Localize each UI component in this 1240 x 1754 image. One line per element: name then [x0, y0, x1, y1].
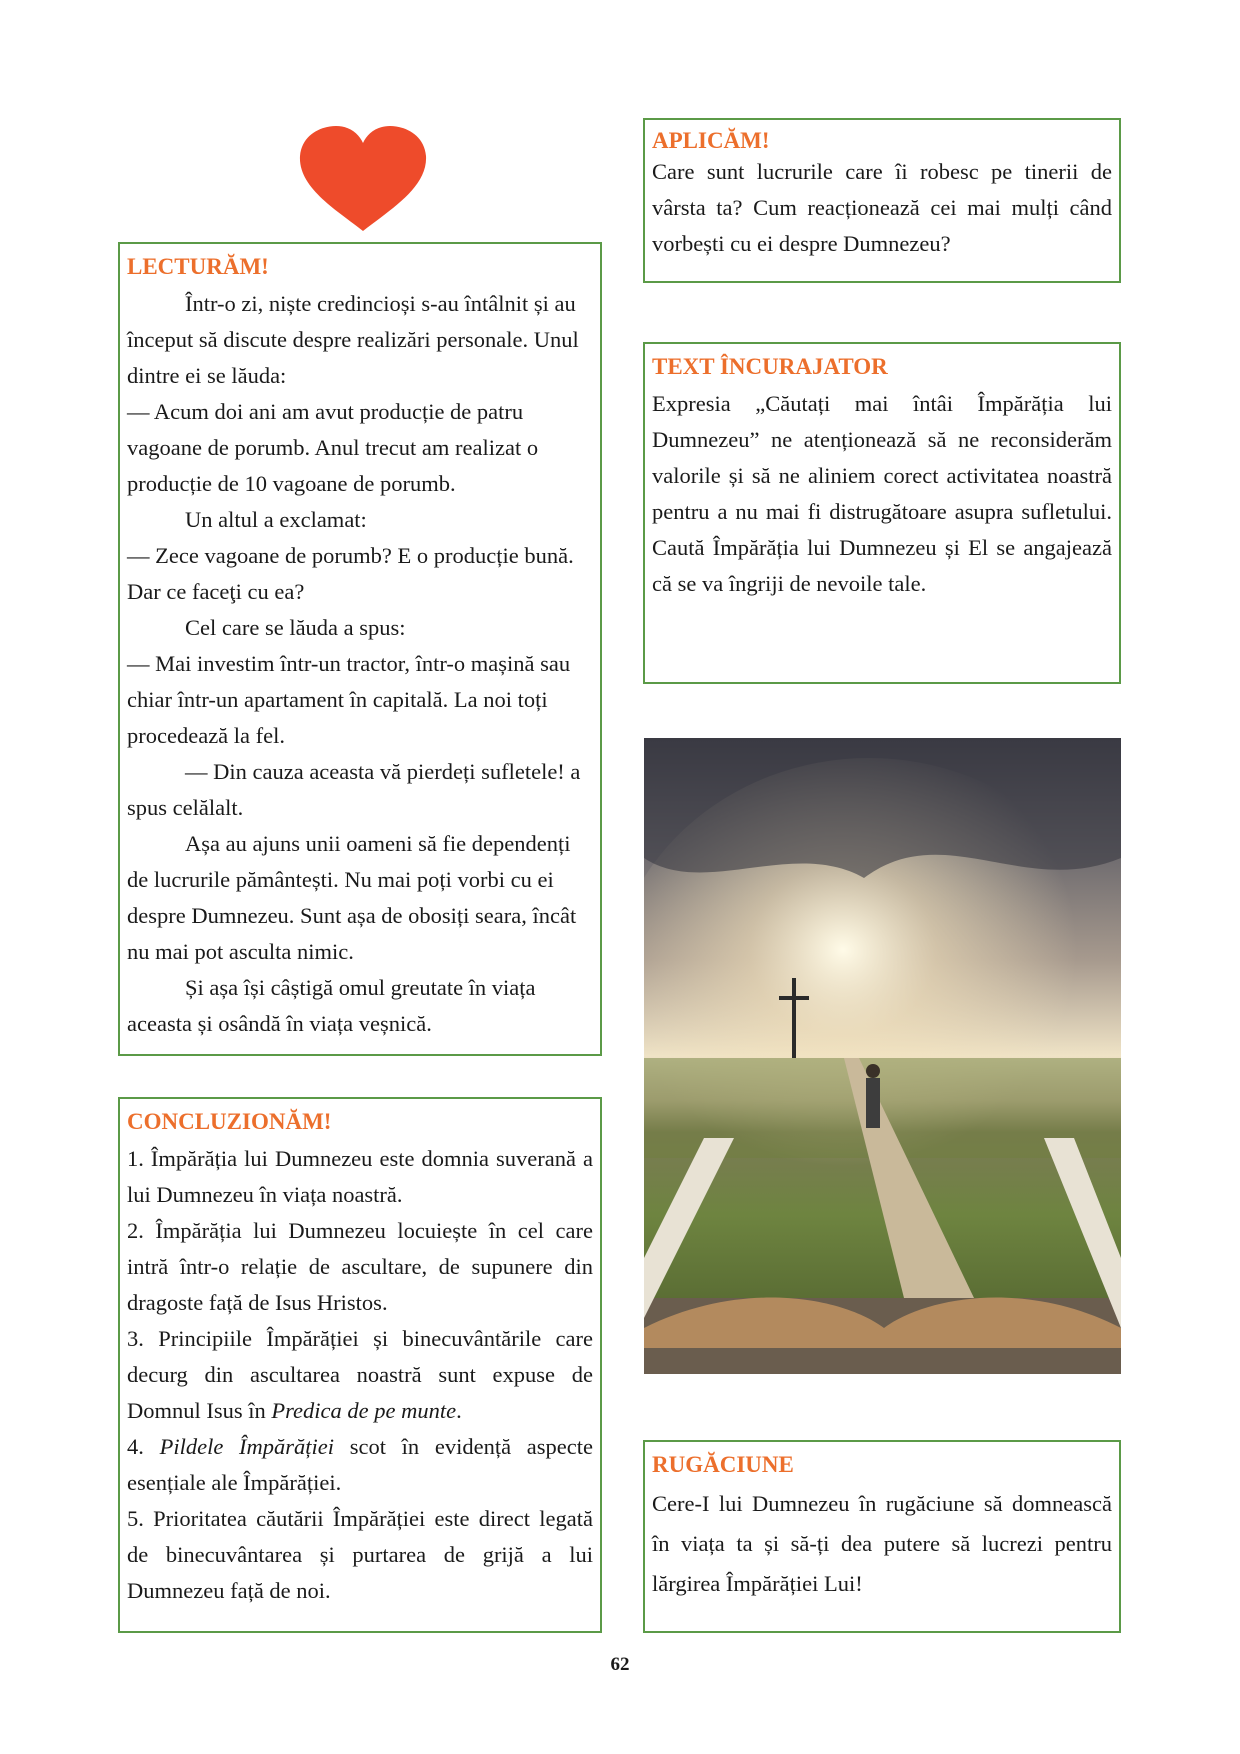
aplicam-box	[643, 118, 1121, 283]
lecturam-heading: LECTURĂM!	[127, 254, 269, 279]
rugaciune-body	[652, 1484, 1112, 1604]
rugaciune-text: Cere-I lui Dumnezeu în rugăciune să domnească în viața ta și să-ți dea putere să lucrezi pentru lărgirea Împărăției Lui!	[652, 1491, 1112, 1596]
conclusions-list	[127, 1141, 593, 1609]
conclusion-item: 5. Prioritatea căutării Împărăției este direct legată de binecuvântarea și purtarea de grijă a lui Dumnezeu față de noi.	[127, 1506, 593, 1603]
story-paragraph: — Din cauza aceasta vă pierdeți sufletele! a spus celălalt.	[127, 759, 581, 820]
story-paragraph: Într-o zi, niște credincioși s-au întâlnit și au început să discute despre realizări personale. Unul dintre ei se lăuda:	[127, 291, 579, 388]
conclusion-text: 3. Principiile Împărăției și binecuvântările care decurg din ascultarea noastră sunt expuse de Domnul Isus în	[127, 1326, 593, 1423]
story-paragraph: Un altul a exclamat:	[185, 507, 367, 532]
conclusion-item: 1. Împărăția lui Dumnezeu este domnia suverană a lui Dumnezeu în viața noastră.	[127, 1146, 593, 1207]
story-paragraph: Așa au ajuns unii oameni să fie dependenți de lucrurile pământești. Nu mai poți vorbi cu ei despre Dumnezeu. Sunt așa de obosiți seara, încât nu mai pot asculta nimic.	[127, 831, 577, 964]
conclusion-item: 2. Împărăția lui Dumnezeu locuiește în cel care intră într-o relație de ascultare, de supunere din dragoste față de Isus Hristos.	[127, 1218, 593, 1315]
aplicam-body	[652, 154, 1112, 262]
heart-icon	[298, 126, 428, 231]
story-paragraph: — Zece vagoane de porumb? E o producție bună. Dar ce faceţi cu ea?	[127, 543, 574, 604]
lecturam-box	[118, 242, 602, 1056]
conclusion-emphasis: Predica de pe munte	[271, 1398, 457, 1423]
lecturam-story	[127, 286, 593, 1042]
text-incurajator-heading: TEXT ÎNCURAJATOR	[652, 354, 888, 379]
story-paragraph: Și așa își câștigă omul greutate în viața aceasta și osândă în viața veșnică.	[127, 975, 536, 1036]
conclusion-emphasis: Pildele Împărăției	[159, 1434, 335, 1459]
text-incurajator-text: Expresia „Căutați mai întâi Împărăția lui Dumnezeu” ne atenționează să ne reconsiderăm valorile și să ne aliniem corect activitatea noastră pentru a nu mai fi distrugătoare asupra sufletului. Caută Împărăția lui Dumnezeu și El se angajează că se va îngriji de nevoile tale.	[652, 391, 1112, 596]
story-paragraph: — Mai investim într-un tractor, într-o mașină sau chiar într-un apartament în capitală. La noi toți procedează la fel.	[127, 651, 571, 748]
conclusion-item	[127, 1321, 593, 1429]
page-number: 62	[610, 1654, 630, 1675]
illustration-drawing	[644, 738, 1121, 1374]
aplicam-heading: APLICĂM!	[652, 128, 770, 153]
text-incurajator-body	[652, 386, 1112, 602]
rugaciune-box	[643, 1440, 1121, 1633]
story-paragraph: — Acum doi ani am avut producție de patru vagoane de porumb. Anul trecut am realizat o producție de 10 vagoane de porumb.	[127, 399, 539, 496]
aplicam-text: Care sunt lucrurile care îi robesc pe tinerii de vârsta ta? Cum reacționează cei mai mulți când vorbești cu ei despre Dumnezeu?	[652, 159, 1112, 256]
concluzionam-box	[118, 1097, 602, 1633]
conclusion-text: scot în evidență aspecte esențiale ale Împărăției.	[127, 1434, 593, 1495]
conclusion-text: 4.	[127, 1434, 160, 1459]
conclusion-item	[127, 1429, 593, 1501]
concluzionam-heading: CONCLUZIONĂM!	[127, 1109, 332, 1134]
story-paragraph: Cel care se lăuda a spus:	[185, 615, 406, 640]
rugaciune-heading: RUGĂCIUNE	[652, 1452, 794, 1477]
illustration-path-book-cross	[644, 738, 1121, 1374]
text-incurajator-box	[643, 342, 1121, 684]
conclusion-text: .	[456, 1398, 462, 1423]
